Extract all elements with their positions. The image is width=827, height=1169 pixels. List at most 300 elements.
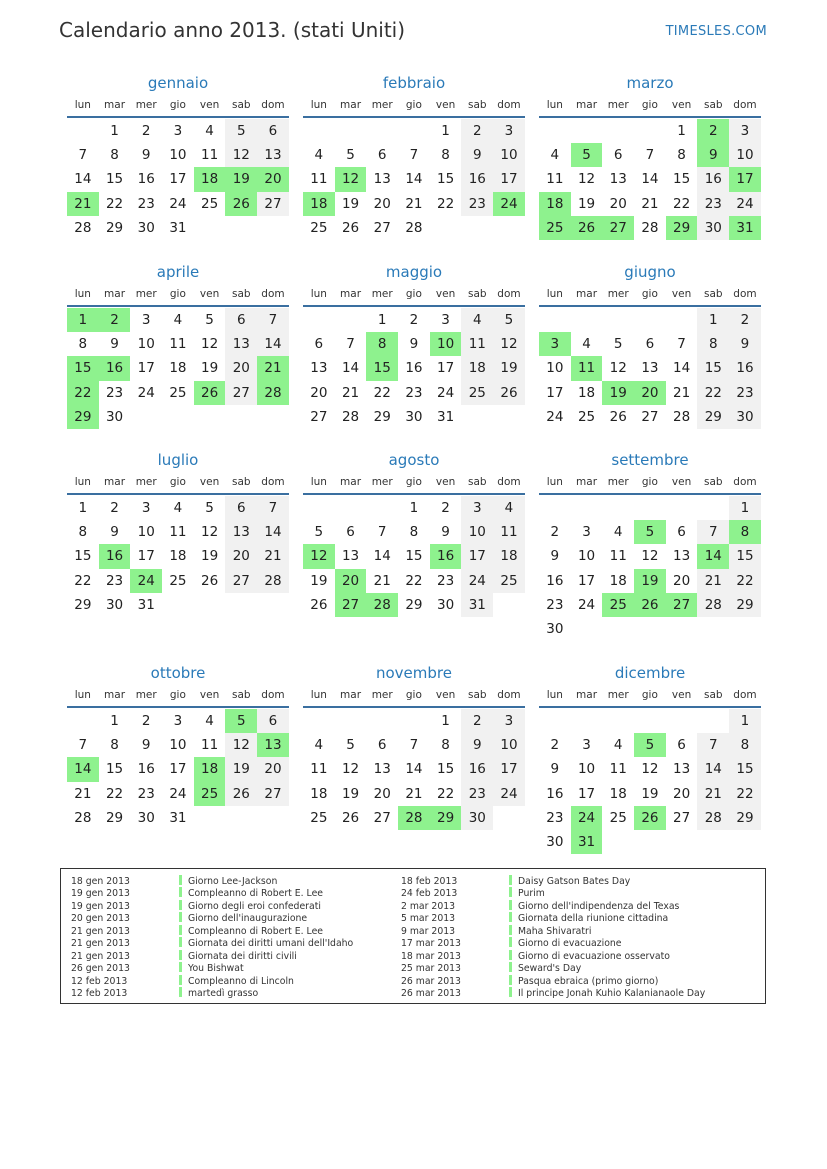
day-cell: 7 — [377, 524, 387, 541]
day-cell: 1 — [110, 123, 119, 139]
day-cell: 9 — [110, 336, 119, 353]
day-cell: 25 — [169, 384, 187, 401]
empty-cell — [366, 496, 398, 520]
day-cell: 4 — [205, 123, 214, 139]
weekday-label: mer — [607, 99, 629, 111]
day-cell: 23 — [105, 384, 124, 401]
day-cell: 14 — [74, 171, 92, 188]
weekday-label: mar — [104, 476, 126, 488]
holiday-date: 25 mar 2013 — [401, 963, 461, 975]
weekday-label: mar — [104, 99, 126, 111]
month-name: agosto — [388, 451, 440, 469]
day-cell: 6 — [225, 308, 257, 332]
holiday-day-cell: 15 — [67, 356, 99, 380]
holiday-day-cell: 18 — [303, 192, 335, 216]
weekday-label: mer — [135, 689, 157, 701]
holiday-marker — [179, 937, 182, 947]
month-name: ottobre — [150, 664, 206, 682]
holiday-date: 18 feb 2013 — [401, 876, 458, 887]
holiday-marker — [509, 937, 512, 947]
holiday-marker — [509, 925, 512, 935]
day-cell: 22 — [729, 569, 761, 593]
holiday-day-cell: 13 — [257, 733, 289, 757]
holiday-marker — [179, 875, 182, 885]
day-cell: 22 — [105, 785, 124, 802]
weekday-label: mer — [371, 476, 393, 488]
day-cell: 10 — [493, 143, 525, 167]
day-cell: 17 — [493, 757, 525, 781]
weekday-header — [303, 686, 525, 708]
day-cell: 31 — [169, 219, 187, 236]
holiday-day-cell: 28 — [366, 593, 398, 617]
holiday-day-cell: 31 — [729, 216, 761, 240]
day-cell: 2 — [729, 308, 761, 332]
day-cell: 10 — [577, 761, 596, 778]
weekday-label: mar — [576, 689, 598, 701]
day-cell: 14 — [373, 548, 391, 565]
day-cell: 6 — [257, 119, 289, 143]
holiday-day-cell: 24 — [493, 192, 525, 216]
day-cell: 16 — [697, 167, 729, 191]
day-cell: 9 — [110, 524, 119, 541]
holiday-name: Compleanno di Robert E. Lee — [188, 925, 324, 937]
day-cell: 14 — [405, 761, 423, 778]
day-cell: 23 — [137, 195, 155, 212]
weekday-label: sab — [467, 476, 487, 488]
day-cell: 14 — [673, 360, 691, 377]
holiday-name: Purim — [518, 888, 545, 900]
day-cell: 15 — [74, 548, 92, 565]
weekday-label: dom — [733, 288, 757, 300]
holiday-name: Compleanno di Robert E. Lee — [188, 888, 324, 900]
day-cell: 21 — [405, 195, 423, 212]
month-marzo — [539, 72, 761, 240]
day-cell: 10 — [546, 360, 564, 377]
day-cell: 27 — [225, 381, 257, 405]
day-cell: 10 — [137, 336, 155, 353]
weekday-label: lun — [310, 99, 327, 111]
day-cell: 13 — [341, 548, 360, 565]
day-cell: 4 — [173, 312, 183, 328]
holiday-marker — [509, 987, 512, 997]
day-cell: 24 — [437, 384, 455, 401]
day-cell: 8 — [110, 147, 119, 164]
day-cell: 12 — [609, 360, 627, 377]
empty-cell — [67, 709, 99, 733]
empty-cell — [335, 119, 367, 143]
day-cell: 3 — [493, 119, 525, 143]
day-cell: 18 — [577, 384, 596, 401]
weekday-label: ven — [671, 476, 692, 488]
day-cell: 9 — [461, 143, 493, 167]
holiday-name: Giorno di evacuazione — [518, 938, 622, 950]
holiday-day-cell: 2 — [697, 119, 729, 143]
day-cell: 14 — [697, 757, 729, 781]
day-cell: 2 — [141, 713, 151, 729]
weekday-label: gio — [405, 689, 422, 701]
weekday-label: dom — [497, 689, 521, 701]
day-cell: 31 — [137, 596, 155, 613]
weekday-label: sab — [231, 476, 251, 488]
day-cell: 31 — [461, 593, 493, 617]
holiday-row — [71, 875, 353, 887]
holiday-row — [401, 962, 705, 974]
day-cell: 27 — [225, 569, 257, 593]
weekday-label: ven — [435, 476, 456, 488]
weekday-label: sab — [703, 288, 723, 300]
day-cell: 19 — [201, 360, 219, 377]
month-dicembre — [539, 662, 761, 854]
day-cell: 17 — [577, 785, 596, 802]
day-cell: 22 — [673, 195, 691, 212]
holiday-day-cell: 15 — [366, 356, 398, 380]
empty-cell — [539, 709, 571, 733]
day-cell: 8 — [78, 336, 88, 353]
day-cell: 30 — [546, 620, 564, 637]
weekday-label: ven — [199, 689, 220, 701]
weekday-label: ven — [435, 288, 456, 300]
holiday-date: 5 mar 2013 — [401, 913, 456, 925]
day-cell: 10 — [169, 147, 187, 164]
weekday-header — [539, 686, 761, 708]
day-cell: 23 — [137, 785, 155, 802]
site-link[interactable]: TIMESLES.COM — [665, 24, 767, 39]
holiday-day-cell: 17 — [729, 167, 761, 191]
weekday-label: lun — [310, 288, 327, 300]
day-cell: 20 — [673, 785, 691, 802]
holiday-day-cell: 16 — [99, 356, 131, 380]
weekday-label: mer — [607, 288, 629, 300]
weekday-label: sab — [231, 99, 251, 111]
weekday-label: sab — [703, 689, 723, 701]
holiday-marker — [509, 875, 512, 885]
holiday-row — [401, 937, 705, 949]
holiday-name: Il principe Jonah Kuhio Kalanianaole Day — [518, 987, 706, 999]
day-cell: 11 — [169, 524, 187, 541]
empty-cell — [697, 496, 729, 520]
month-luglio — [67, 449, 289, 617]
day-cell: 5 — [225, 119, 257, 143]
day-cell: 30 — [729, 405, 761, 429]
day-cell: 20 — [225, 356, 257, 380]
day-cell: 10 — [729, 143, 761, 167]
day-cell: 2 — [409, 312, 419, 328]
holiday-name: Giorno di evacuazione osservato — [518, 950, 670, 962]
day-cell: 16 — [461, 167, 493, 191]
holiday-marker — [179, 912, 182, 922]
holiday-date: 18 mar 2013 — [401, 950, 461, 962]
empty-cell — [398, 119, 430, 143]
day-cell: 29 — [373, 408, 391, 425]
day-grid — [303, 496, 525, 617]
day-cell: 7 — [257, 496, 289, 520]
day-cell: 11 — [546, 171, 564, 188]
holiday-day-cell: 22 — [67, 381, 99, 405]
day-cell: 3 — [173, 713, 183, 729]
empty-cell — [602, 119, 634, 143]
weekday-label: lun — [546, 288, 563, 300]
day-cell: 7 — [677, 336, 686, 353]
day-cell: 28 — [74, 219, 92, 236]
day-cell: 28 — [341, 408, 360, 425]
weekday-label: lun — [74, 99, 91, 111]
day-cell: 9 — [409, 336, 419, 353]
weekday-label: mar — [340, 689, 362, 701]
weekday-header — [67, 96, 289, 118]
holiday-day-cell: 5 — [634, 520, 666, 544]
day-cell: 25 — [201, 195, 219, 212]
holiday-legend — [60, 868, 766, 1004]
holiday-date: 17 mar 2013 — [401, 938, 461, 950]
holiday-date: 21 gen 2013 — [71, 925, 130, 937]
day-cell: 10 — [577, 548, 596, 565]
day-cell: 8 — [729, 733, 761, 757]
weekday-header — [67, 285, 289, 307]
day-cell: 1 — [110, 713, 119, 729]
day-cell: 5 — [314, 524, 324, 541]
day-cell: 1 — [729, 709, 761, 733]
day-cell: 18 — [609, 572, 627, 589]
day-cell: 30 — [137, 219, 155, 236]
day-cell: 6 — [613, 147, 623, 164]
day-cell: 20 — [373, 785, 391, 802]
day-cell: 18 — [609, 785, 627, 802]
holiday-day-cell: 26 — [634, 593, 666, 617]
day-cell: 29 — [105, 809, 124, 826]
day-cell: 13 — [673, 548, 691, 565]
day-cell: 6 — [257, 709, 289, 733]
empty-cell — [571, 119, 603, 143]
day-cell: 27 — [373, 219, 391, 236]
holiday-row — [401, 912, 705, 924]
holiday-date: 24 feb 2013 — [401, 888, 458, 900]
holiday-row — [401, 975, 705, 987]
empty-cell — [666, 709, 698, 733]
day-cell: 13 — [641, 360, 659, 377]
day-cell: 2 — [141, 123, 151, 139]
holiday-day-cell: 5 — [225, 709, 257, 733]
day-cell: 12 — [201, 336, 219, 353]
empty-cell — [602, 709, 634, 733]
holiday-date: 18 gen 2013 — [71, 876, 130, 887]
month-aprile — [67, 261, 289, 429]
holiday-row — [401, 987, 705, 999]
day-cell: 26 — [225, 782, 257, 806]
empty-cell — [539, 496, 571, 520]
day-cell: 10 — [493, 733, 525, 757]
day-cell: 25 — [493, 569, 525, 593]
weekday-label: mer — [371, 689, 393, 701]
holiday-marker — [509, 887, 512, 897]
day-cell: 6 — [377, 737, 387, 754]
day-cell: 27 — [310, 408, 328, 425]
day-cell: 20 — [373, 195, 391, 212]
weekday-label: sab — [467, 689, 487, 701]
empty-cell — [571, 308, 603, 332]
day-cell: 15 — [437, 761, 455, 778]
weekday-header — [303, 285, 525, 307]
day-cell: 21 — [341, 384, 360, 401]
day-cell: 21 — [673, 384, 691, 401]
holiday-name: Maha Shivaratri — [518, 925, 592, 937]
holiday-row — [401, 875, 705, 887]
holiday-marker — [179, 975, 182, 985]
holiday-day-cell: 10 — [430, 332, 462, 356]
holiday-marker — [179, 962, 182, 972]
day-cell: 3 — [173, 123, 183, 139]
day-cell: 10 — [461, 520, 493, 544]
day-cell: 13 — [310, 360, 328, 377]
day-cell: 6 — [677, 737, 686, 754]
day-cell: 13 — [373, 171, 391, 188]
day-cell: 15 — [405, 548, 423, 565]
holiday-day-cell: 28 — [257, 381, 289, 405]
weekday-label: mer — [135, 288, 157, 300]
holiday-name: Giorno degli eroi confederati — [188, 900, 321, 912]
holiday-date: 26 gen 2013 — [71, 963, 130, 975]
holiday-marker — [179, 900, 182, 910]
day-cell: 25 — [310, 219, 328, 236]
holiday-day-cell: 20 — [634, 381, 666, 405]
day-cell: 20 — [609, 195, 627, 212]
day-cell: 14 — [641, 171, 659, 188]
day-cell: 30 — [461, 806, 493, 830]
day-cell: 15 — [105, 171, 124, 188]
day-cell: 12 — [341, 761, 360, 778]
day-cell: 1 — [377, 312, 387, 328]
weekday-label: ven — [671, 288, 692, 300]
day-cell: 2 — [550, 524, 560, 541]
holiday-day-cell: 2 — [99, 308, 131, 332]
holiday-day-cell: 29 — [666, 216, 698, 240]
weekday-label: dom — [261, 288, 285, 300]
day-cell: 30 — [546, 833, 564, 850]
weekday-label: dom — [733, 476, 757, 488]
day-cell: 4 — [461, 308, 493, 332]
holiday-row — [71, 937, 353, 949]
weekday-label: mer — [607, 689, 629, 701]
day-cell: 17 — [577, 572, 596, 589]
day-cell: 14 — [341, 360, 360, 377]
month-name: giugno — [624, 263, 676, 281]
holiday-row — [401, 950, 705, 962]
empty-cell — [303, 308, 335, 332]
day-cell: 30 — [137, 809, 155, 826]
day-cell: 4 — [493, 496, 525, 520]
day-cell: 13 — [225, 520, 257, 544]
day-cell: 29 — [105, 219, 124, 236]
weekday-label: lun — [74, 689, 91, 701]
day-cell: 6 — [346, 524, 355, 541]
weekday-label: gio — [641, 288, 658, 300]
day-cell: 22 — [105, 195, 124, 212]
day-cell: 1 — [78, 500, 88, 516]
day-cell: 28 — [641, 219, 659, 236]
day-cell: 9 — [729, 332, 761, 356]
day-cell: 13 — [609, 171, 627, 188]
day-cell: 28 — [74, 809, 92, 826]
holiday-name: Giornata dei diritti umani dell'Idaho — [188, 938, 354, 950]
day-cell: 16 — [461, 757, 493, 781]
day-cell: 22 — [74, 572, 92, 589]
day-cell: 8 — [441, 737, 450, 754]
day-cell: 6 — [377, 147, 387, 164]
day-cell: 16 — [137, 171, 155, 188]
holiday-row — [71, 962, 353, 974]
day-cell: 28 — [673, 408, 691, 425]
day-cell: 24 — [493, 782, 525, 806]
weekday-label: gio — [405, 476, 422, 488]
holiday-name: Giorno dell'inaugurazione — [188, 913, 308, 925]
day-cell: 13 — [673, 761, 691, 778]
holiday-day-cell: 11 — [571, 356, 603, 380]
holiday-day-cell: 8 — [729, 520, 761, 544]
day-cell: 25 — [310, 809, 328, 826]
day-grid — [539, 119, 761, 240]
weekday-label: mer — [607, 476, 629, 488]
day-cell: 20 — [673, 572, 691, 589]
day-cell: 23 — [729, 381, 761, 405]
weekday-label: sab — [231, 288, 251, 300]
day-grid — [539, 496, 761, 641]
day-cell: 18 — [169, 548, 187, 565]
holiday-marker — [179, 950, 182, 960]
empty-cell — [398, 709, 430, 733]
day-cell: 19 — [310, 572, 328, 589]
day-cell: 23 — [697, 192, 729, 216]
holiday-day-cell: 26 — [571, 216, 603, 240]
empty-cell — [602, 308, 634, 332]
day-cell: 22 — [437, 785, 455, 802]
weekday-label: sab — [231, 689, 251, 701]
holiday-row — [71, 987, 353, 999]
day-cell: 11 — [461, 332, 493, 356]
holiday-day-cell: 3 — [539, 332, 571, 356]
day-cell: 9 — [441, 524, 450, 541]
holiday-day-cell: 19 — [602, 381, 634, 405]
holiday-name: Daisy Gatson Bates Day — [518, 876, 631, 887]
day-cell: 4 — [314, 737, 324, 754]
empty-cell — [697, 709, 729, 733]
weekday-label: sab — [467, 99, 487, 111]
holiday-day-cell: 21 — [257, 356, 289, 380]
weekday-label: dom — [261, 476, 285, 488]
weekday-label: dom — [261, 99, 285, 111]
holiday-day-cell: 25 — [539, 216, 571, 240]
day-cell: 16 — [546, 785, 564, 802]
day-cell: 8 — [441, 147, 450, 164]
day-cell: 13 — [257, 143, 289, 167]
day-cell: 24 — [169, 785, 187, 802]
holiday-day-cell: 1 — [67, 308, 99, 332]
day-cell: 22 — [373, 384, 391, 401]
weekday-label: sab — [467, 288, 487, 300]
day-cell: 31 — [169, 809, 187, 826]
holiday-row — [71, 925, 353, 937]
weekday-label: lun — [74, 476, 91, 488]
holiday-marker — [179, 887, 182, 897]
day-cell: 22 — [405, 572, 423, 589]
holiday-marker — [179, 987, 182, 997]
day-cell: 24 — [546, 408, 564, 425]
day-cell: 3 — [493, 709, 525, 733]
weekday-label: mar — [576, 476, 598, 488]
month-name: gennaio — [147, 74, 209, 92]
weekday-label: mar — [340, 288, 362, 300]
day-cell: 15 — [105, 761, 124, 778]
day-cell: 24 — [729, 192, 761, 216]
day-cell: 2 — [461, 119, 493, 143]
